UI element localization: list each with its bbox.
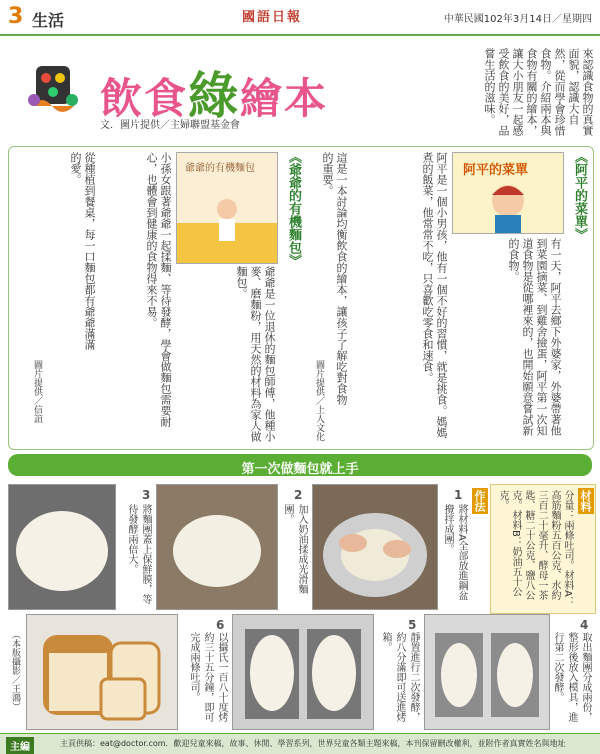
- step4-number: 4: [580, 618, 589, 632]
- loaf-pans-illustration: [425, 615, 549, 729]
- book1-cover-title: 阿平的菜單: [463, 163, 529, 178]
- book1-cover: [452, 152, 564, 234]
- step4-photo: [424, 614, 550, 730]
- materials-text: 分量：兩條吐司。材料A：高筋麵粉五百公克、水約三百二十毫升、酵母一茶匙、糖二十公克、鹽八公克。材料B：奶油五十公克。: [497, 490, 573, 607]
- photo-credit: （本版攝影／王鴻）: [10, 630, 20, 711]
- mixing-bowl-illustration: [313, 485, 437, 609]
- page-title: 飲食綠繪本: [100, 67, 329, 125]
- book2-cover: [176, 152, 278, 264]
- baked-bread-illustration: [27, 615, 177, 729]
- step2-photo: [156, 484, 278, 610]
- method-label: 作法: [473, 490, 486, 512]
- step1-photo: [312, 484, 438, 610]
- step1-text: 將材料A全部放進鋼盆攪拌成團。: [442, 504, 467, 601]
- footer-label: 主編: [6, 737, 34, 754]
- step3-photo: [8, 484, 116, 610]
- step1-number: 1: [454, 488, 463, 502]
- book1-text-b: 有一天，阿平去鄉下外婆家，外婆帶著他到菜園摘菜、到雞舍撿蛋，阿平第一次知道食物是從哪裡來的，也開始願意嘗試新的食物。: [507, 238, 562, 436]
- issue-date: 中華民國102年3月14日／星期四: [443, 14, 592, 25]
- byline: 文．圖片提供／主婦聯盟基金會: [100, 120, 240, 131]
- materials-label: 材料: [579, 490, 592, 512]
- section-number: 3: [8, 4, 24, 29]
- step5-number: 5: [408, 618, 417, 632]
- newspaper-logo: 國語日報: [242, 10, 303, 25]
- step6-photo: [26, 614, 178, 730]
- step2-text: 加入奶油揉成光滑麵團。: [282, 504, 307, 594]
- book2-text-c: 從種植到餐桌，每一口麵包都有爺爺滿滿的愛。: [69, 152, 96, 350]
- banner-title: 第一次做麵包就上手: [241, 462, 359, 477]
- book1-text-c: 這是一本討論均衡飲食的繪本，讓孩子了解吃對食物的重要。: [321, 152, 348, 405]
- proofed-loaves-illustration: [233, 615, 373, 729]
- footer-text: 主頁供稿：eat@doctor.com．歡迎兒童來稿，故事、休閒、學習系列，世界兒童各類主題來稿，本刊保留刪改權利，並附作者真實姓名與地址: [60, 739, 566, 748]
- vegetable-mascot-icon: [24, 60, 82, 118]
- step5-text: 靜置進行二次發酵，約八分滿即可送進烤箱。: [380, 632, 419, 722]
- book1-title: 《阿平的菜單》: [572, 150, 587, 241]
- section-name: 生活: [32, 11, 65, 30]
- step2-number: 2: [294, 488, 303, 502]
- dough-ball-illustration: [157, 485, 277, 609]
- step3-text: 將麵團蓋上保鮮膜，等待發酵兩倍大。: [126, 504, 151, 604]
- book1-text-a: 阿平是一個小男孩，他有一個不好的習慣，就是挑食。媽媽煮的飯菜，他常常不吃，只喜歡吃零食和速食。: [421, 152, 448, 438]
- intro-text: 來認識食物的真實面貌，認識大自然，從而學會珍惜食物。介紹兩本與食物有關的繪本，讓大小朋友一起感受飲食的美好，品嘗生活的滋味。: [483, 48, 594, 136]
- risen-dough-illustration: [9, 485, 115, 609]
- step4-text: 取出麵團分成兩份，整形後放入模具，進行第二次發酵。: [552, 632, 591, 722]
- step6-number: 6: [216, 618, 225, 632]
- book2-text-b: 小孫女跟著爺爺一起揉麵、等待發酵，學會做麵包需要耐心，也體會到健康的食物得來不易。: [145, 152, 172, 427]
- book2-title: 《爺爺的有機麵包》: [286, 150, 301, 267]
- step3-number: 3: [142, 488, 151, 502]
- boy-illustration: [453, 153, 563, 233]
- book2-cover-title: 爺爺的有機麵包: [185, 163, 255, 174]
- book2-text-a: 爺爺是一位退休的麵包師傅，他種小麥、磨麵粉，用天然的材料為家人做麵包。: [235, 266, 276, 442]
- step5-photo: [232, 614, 374, 730]
- step6-text: 以攝氏一百八十度烤約三十五分鐘，即可完成兩條吐司。: [188, 632, 227, 722]
- book1-credit: 圖片提供／上人文化: [314, 360, 324, 441]
- wheat-field-illustration: [177, 153, 277, 263]
- book2-credit: 圖片提供／信誼: [32, 360, 42, 423]
